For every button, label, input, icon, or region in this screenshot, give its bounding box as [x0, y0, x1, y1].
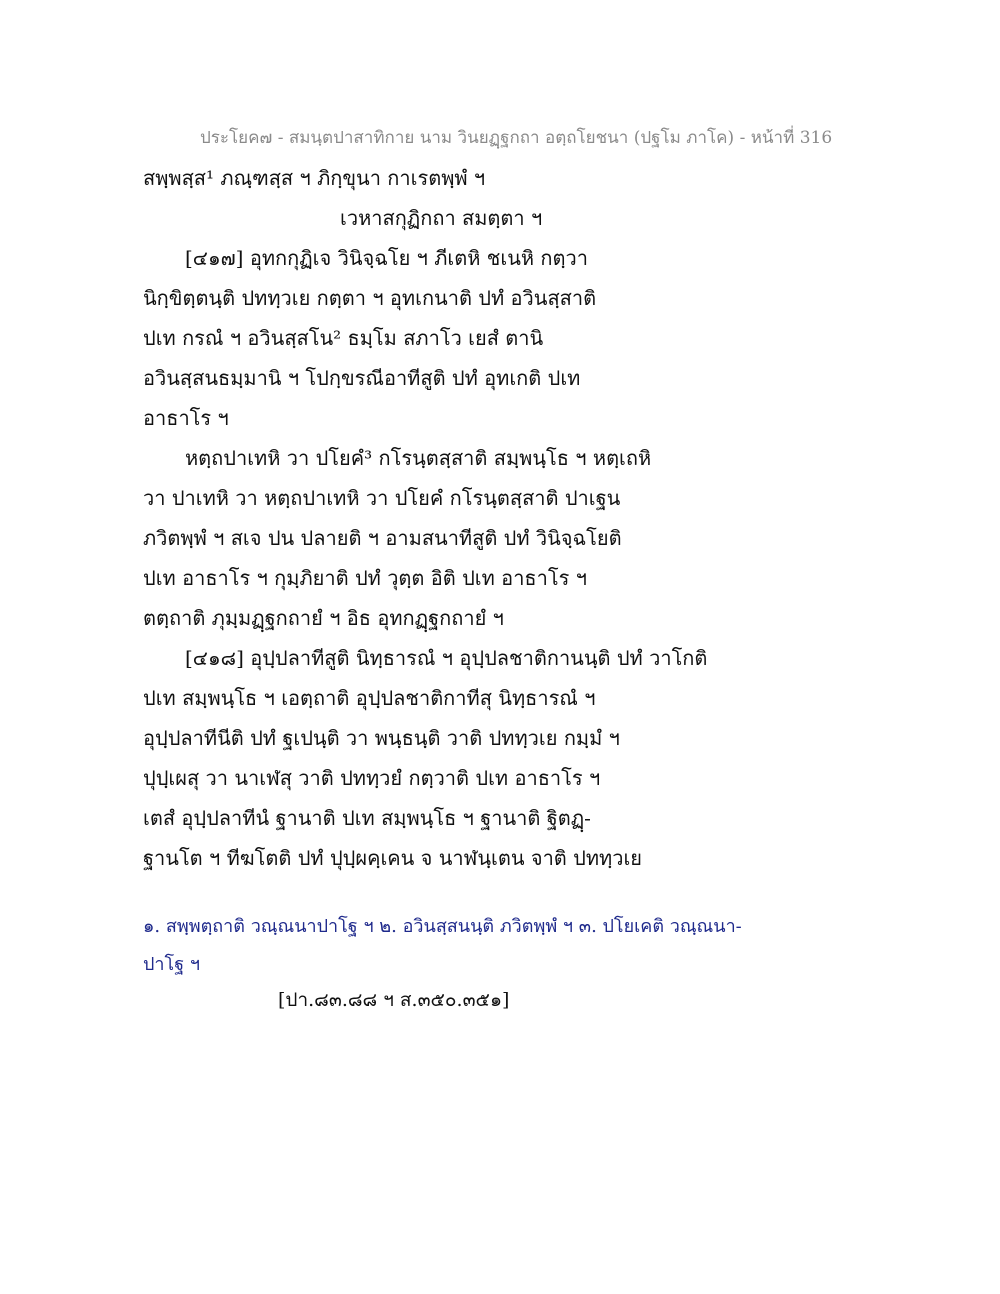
text-line: นิกฺขิตฺตนฺติ ปททฺวเย กตฺตา ฯ อุทเกนาติ ปทํ อวินสฺสาติ [143, 286, 597, 310]
running-header: ประโยค๗ - สมนฺตปาสาทิกาย นาม วินยฏฺฐกถา อตฺถโยชนา (ปฐโม ภาโค) - หน้าที่ 316 [200, 128, 833, 148]
page-reference: [ปา.๘๓.๘๘ ฯ ส.๓๕๐.๓๕๑] [278, 989, 510, 1011]
text-line: สพฺพสฺส¹ ภณฺฑสฺส ฯ ภิกฺขุนา กาเรตพฺพํ ฯ [143, 166, 486, 190]
footnotes [143, 908, 903, 984]
text-line: ภวิตพฺพํ ฯ สเจ ปน ปลายติ ฯ อามสนาทีสูติ ปทํ วินิจฺฉโยติ [143, 526, 622, 550]
text-line: อาธาโร ฯ [143, 406, 229, 430]
paragraph-start-417: [๔๑๗] อุทกกุฏิเจ วินิจฺฉโย ฯ ภีเตหิ ชเนหิ กตฺวา [185, 246, 588, 270]
text-line: ปเท สมฺพนฺโธ ฯ เอตฺถาติ อุปฺปลชาติกาทีสุ นิทฺธารณํ ฯ [143, 686, 596, 710]
text-line: เตสํ อุปฺปลาทีนํ ฐานาติ ปเท สมฺพนฺโธ ฯ ฐานาติ ฐิตฏฺ- [143, 806, 591, 830]
section-end-heading: เวหาสกุฏิกถา สมตฺตา ฯ [340, 206, 543, 230]
text-line: ฐานโต ฯ ทีฆโตติ ปทํ ปุปฺผคฺเคน จ นาฬนฺเตน จาติ ปททฺวเย [143, 846, 643, 870]
text-line: ปเท อาธาโร ฯ กุมฺภิยาติ ปทํ วุตฺต อิติ ปเท อาธาโร ฯ [143, 566, 587, 590]
text-line: ปุปฺเผสุ วา นาเฬสุ วาติ ปททฺวยํ กตฺวาติ ปเท อาธาโร ฯ [143, 766, 601, 790]
text-line: อุปฺปลาทีนีติ ปทํ ฐเปนฺติ วา พนฺธนฺติ วาติ ปททฺวเย กมฺมํ ฯ [143, 726, 620, 750]
text-line: วา ปาเทหิ วา หตฺถปาเทหิ วา ปโยคํ กโรนฺตสฺสาติ ปาเฐน [143, 486, 621, 510]
paragraph-start: หตฺถปาเทหิ วา ปโยคํ³ กโรนฺตสฺสาติ สมฺพนฺโธ ฯ หตฺเถหิ [185, 446, 652, 470]
main-text [143, 158, 903, 878]
text-line: อวินสฺสนธมฺมานิ ฯ โปกฺขรณีอาทีสูติ ปทํ อุทเกติ ปเท [143, 366, 581, 390]
footnote-line: ๑. สพฺพตฺถาติ วณฺณนาปาโฐ ฯ ๒. อวินสฺสนนฺติ ภวิตพฺพํ ฯ ๓. ปโยเคติ วณฺณนา- [143, 916, 742, 937]
text-line: ตตฺถาติ ภุมฺมฏฺฐกถายํ ฯ อิธ อุทกฏฺฐกถายํ ฯ [143, 606, 504, 630]
text-line: ปเท กรณํ ฯ อวินสฺสโน² ธมฺโม สภาโว เยสํ ตานิ [143, 326, 544, 350]
paragraph-start-418: [๔๑๘] อุปฺปลาทีสูติ นิทฺธารณํ ฯ อุปฺปลชาติกานนฺติ ปทํ วาโกติ [185, 646, 708, 670]
footnote-line: ปาโฐ ฯ [143, 954, 200, 975]
